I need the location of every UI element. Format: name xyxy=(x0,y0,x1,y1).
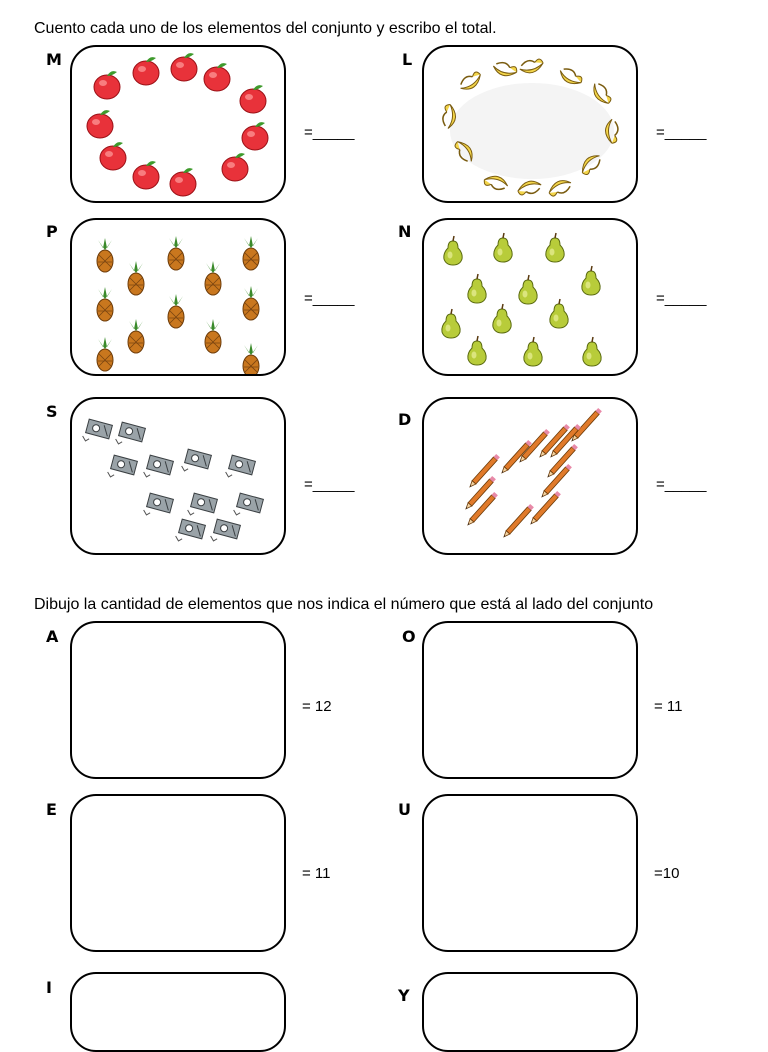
pineapple-icon xyxy=(128,319,144,353)
answer-blank-l[interactable]: =_____ xyxy=(656,124,707,141)
pineapple-icon xyxy=(243,286,259,320)
drawing-box-y[interactable] xyxy=(422,972,638,1052)
pineapple-icon xyxy=(168,236,184,270)
pencil-sharpener-icon xyxy=(107,455,138,483)
pear-icon xyxy=(442,309,460,338)
pineapple-icon xyxy=(97,287,113,321)
set-letter-y: Y xyxy=(398,986,410,1005)
pear-icon xyxy=(582,266,600,295)
pencil-sharpener-icon xyxy=(233,493,264,521)
pencil-sharpener-icon xyxy=(115,422,146,450)
pear-icon xyxy=(550,299,568,328)
target-count-a: = 12 xyxy=(302,698,332,715)
pencil-icon xyxy=(468,454,500,489)
pears-group xyxy=(424,220,638,376)
banana-icon xyxy=(457,70,484,93)
instruction-draw: Dibujo la cantidad de elementos que nos indica el número que está al lado del conjunto xyxy=(34,596,654,613)
banana-icon xyxy=(519,58,545,74)
pear-icon xyxy=(493,304,511,333)
pear-icon xyxy=(444,236,462,265)
set-letter-u: U xyxy=(398,800,411,819)
set-box-apples xyxy=(70,45,286,203)
pencil-icon xyxy=(529,491,561,526)
pineapple-icon xyxy=(97,337,113,371)
answer-blank-m[interactable]: =_____ xyxy=(304,124,355,141)
pear-icon xyxy=(468,274,486,303)
pencil-icon xyxy=(570,408,602,443)
set-box-pears xyxy=(422,218,638,376)
apple-icon xyxy=(170,168,196,196)
pencil-sharpener-icon xyxy=(143,455,174,483)
pencil-sharpener-icon xyxy=(210,519,241,547)
target-count-e: = 11 xyxy=(302,865,331,882)
set-letter-d: D xyxy=(398,410,412,429)
set-box-pineapples xyxy=(70,218,286,376)
pencil-icon xyxy=(464,476,496,511)
set-box-pencils xyxy=(422,397,638,555)
pineapple-icon xyxy=(205,319,221,353)
drawing-box-e[interactable] xyxy=(70,794,286,952)
pineapple-icon xyxy=(205,261,221,295)
drawing-box-o[interactable] xyxy=(422,621,638,779)
answer-blank-s[interactable]: =_____ xyxy=(304,476,355,493)
pencil-icon xyxy=(502,504,534,539)
pencil-sharpener-icon xyxy=(225,455,256,483)
apple-icon xyxy=(87,110,113,138)
set-letter-o: O xyxy=(402,627,416,646)
set-letter-i: I xyxy=(46,978,52,997)
pencil-icon xyxy=(466,492,498,527)
apple-icon xyxy=(222,153,248,181)
set-box-sharpeners xyxy=(70,397,286,555)
pineapples-group xyxy=(72,220,286,376)
set-letter-l: L xyxy=(402,50,413,69)
pineapple-icon xyxy=(243,236,259,270)
target-count-u: =10 xyxy=(654,865,680,882)
set-letter-a: A xyxy=(46,627,59,646)
pencil-sharpener-icon xyxy=(82,419,113,447)
drawing-box-a[interactable] xyxy=(70,621,286,779)
pear-icon xyxy=(519,275,537,304)
apple-icon xyxy=(242,122,268,150)
answer-blank-p[interactable]: =_____ xyxy=(304,290,355,307)
set-box-bananas xyxy=(422,45,638,203)
pencil-sharpener-icon xyxy=(143,493,174,521)
pineapple-icon xyxy=(168,294,184,328)
apple-icon xyxy=(171,53,197,81)
pineapple-icon xyxy=(243,343,259,376)
answer-blank-d[interactable]: =_____ xyxy=(656,476,707,493)
set-letter-s: S xyxy=(46,402,58,421)
pear-icon xyxy=(494,233,512,262)
set-letter-m: M xyxy=(46,50,62,69)
sharpeners-group xyxy=(72,399,286,555)
pear-icon xyxy=(583,337,601,366)
apple-icon xyxy=(133,161,159,189)
banana-icon xyxy=(492,60,519,80)
apple-icon xyxy=(100,142,126,170)
apple-icon xyxy=(133,57,159,85)
set-letter-e: E xyxy=(46,800,57,819)
banana-icon xyxy=(557,65,584,89)
pear-icon xyxy=(524,337,542,366)
answer-blank-n[interactable]: =_____ xyxy=(656,290,707,307)
banana-icon xyxy=(547,178,574,198)
drawing-box-u[interactable] xyxy=(422,794,638,952)
pencil-sharpener-icon xyxy=(187,493,218,521)
pineapple-icon xyxy=(128,261,144,295)
pear-icon xyxy=(468,336,486,365)
apple-icon xyxy=(94,71,120,99)
pear-icon xyxy=(546,233,564,262)
set-letter-n: N xyxy=(398,222,412,241)
set-letter-p: P xyxy=(46,222,58,241)
apple-icon xyxy=(204,63,230,91)
bananas-group xyxy=(424,47,638,203)
pencils-group xyxy=(424,399,638,555)
pencil-sharpener-icon xyxy=(181,449,212,477)
target-count-o: = 11 xyxy=(654,698,683,715)
instruction-count: Cuento cada uno de los elementos del conjunto y escribo el total. xyxy=(34,20,497,37)
apples-group xyxy=(72,47,286,203)
pineapple-icon xyxy=(97,238,113,272)
pencil-sharpener-icon xyxy=(175,519,206,547)
banana-icon xyxy=(517,179,543,195)
apple-icon xyxy=(240,85,266,113)
drawing-box-i[interactable] xyxy=(70,972,286,1052)
